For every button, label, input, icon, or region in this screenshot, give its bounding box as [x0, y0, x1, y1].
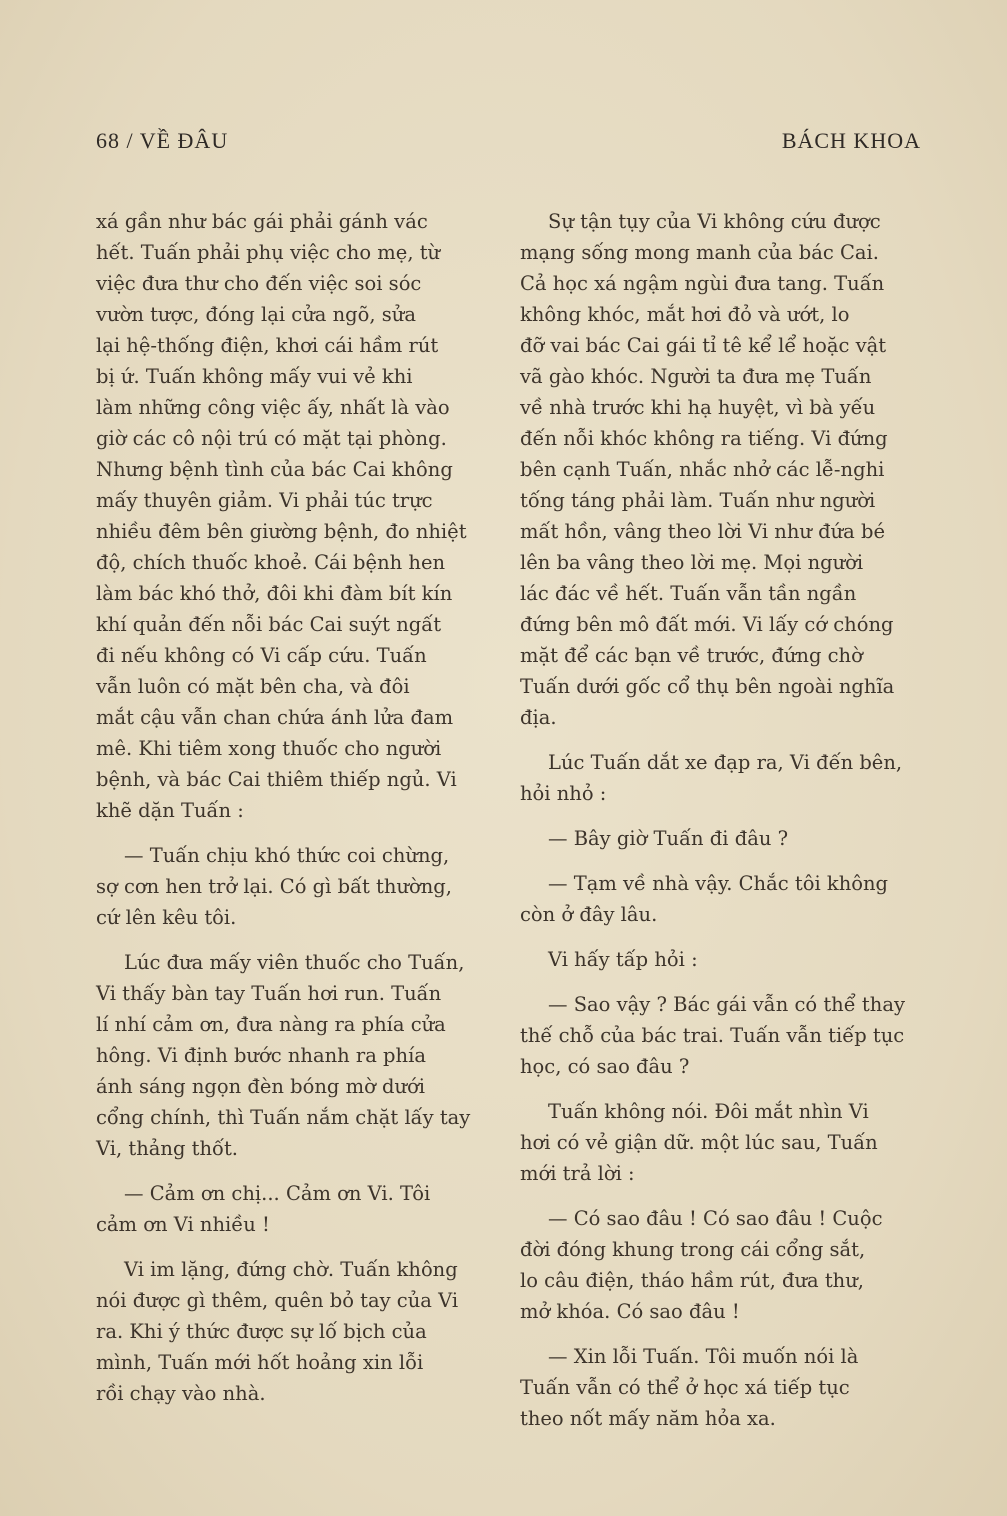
paragraph: [520, 868, 916, 930]
text-line: mắt cậu vẫn chan chứa ánh lửa đam: [96, 706, 454, 729]
text-line: mất hồn, vâng theo lời Vi như đứa bé: [520, 520, 886, 543]
text-line: ánh sáng ngọn đèn bóng mờ dưới: [96, 1075, 426, 1098]
paragraph: [520, 989, 916, 1082]
text-line: tống táng phải làm. Tuấn như người: [520, 489, 876, 512]
text-line: còn ở đây lâu.: [520, 903, 658, 926]
paragraph: [96, 840, 492, 933]
text-line: — Cảm ơn chị... Cảm ơn Vi. Tôi: [124, 1182, 431, 1205]
text-line: Lúc đưa mấy viên thuốc cho Tuấn,: [124, 951, 465, 974]
text-line: bị ứ. Tuấn không mấy vui vẻ khi: [96, 365, 413, 388]
text-line: Tuấn không nói. Đôi mắt nhìn Vi: [548, 1100, 869, 1123]
text-line: mở khóa. Có sao đâu !: [520, 1300, 740, 1323]
paragraph: [520, 1096, 916, 1189]
text-line: sợ cơn hen trở lại. Có gì bất thường,: [96, 875, 452, 898]
paragraph: [520, 823, 916, 854]
page-header: [96, 128, 921, 160]
text-line: Vi thấy bàn tay Tuấn hơi run. Tuấn: [96, 982, 442, 1005]
text-line: xá gần như bác gái phải gánh vác: [96, 210, 428, 233]
text-line: địa.: [520, 706, 557, 729]
text-line: bệnh, và bác Cai thiêm thiếp ngủ. Vi: [96, 768, 457, 791]
text-line: lên ba vâng theo lời mẹ. Mọi người: [520, 551, 864, 574]
text-line: nói được gì thêm, quên bỏ tay của Vi: [96, 1289, 459, 1312]
text-line: đến nỗi khóc không ra tiếng. Vi đứng: [520, 427, 888, 450]
text-line: không khóc, mắt hơi đỏ và ướt, lo: [520, 303, 850, 326]
text-line: mê. Khi tiêm xong thuốc cho người: [96, 737, 442, 760]
text-line: Tuấn vẫn có thể ở học xá tiếp tục: [520, 1376, 850, 1399]
paragraph: [520, 1341, 916, 1434]
text-line: mấy thuyên giảm. Vi phải túc trực: [96, 489, 433, 512]
text-line: hết. Tuấn phải phụ việc cho mẹ, từ: [96, 241, 441, 264]
text-line: Sự tận tụy của Vi không cứu được: [548, 210, 881, 233]
text-line: — Sao vậy ? Bác gái vẫn có thể thay: [548, 993, 905, 1016]
text-line: mặt để các bạn về trước, đứng chờ: [520, 644, 863, 667]
paragraph: [96, 206, 492, 826]
text-line: lại hệ-thống điện, khơi cái hầm rút: [96, 334, 439, 357]
text-line: nhiều đêm bên giường bệnh, đo nhiệt: [96, 520, 467, 543]
text-line: Lúc Tuấn dắt xe đạp ra, Vi đến bên,: [548, 751, 903, 774]
text-line: vã gào khóc. Người ta đưa mẹ Tuấn: [520, 365, 872, 388]
text-line: lí nhí cảm ơn, đưa nàng ra phía cửa: [96, 1013, 446, 1036]
page-number-title: 68 / VỀ ĐÂU: [96, 128, 229, 153]
text-line: giờ các cô nội trú có mặt tại phòng.: [96, 427, 447, 450]
text-line: cảm ơn Vi nhiều !: [96, 1213, 270, 1236]
left-text-column: [96, 206, 492, 1423]
text-line: vẫn luôn có mặt bên cha, và đôi: [96, 675, 410, 698]
text-line: hông. Vi định bước nhanh ra phía: [96, 1044, 426, 1067]
text-line: đời đóng khung trong cái cổng sắt,: [520, 1238, 866, 1261]
text-line: theo nốt mấy năm hỏa xa.: [520, 1407, 776, 1430]
text-line: vườn tược, đóng lại cửa ngõ, sửa: [96, 303, 416, 326]
text-line: hỏi nhỏ :: [520, 782, 607, 805]
text-line: — Có sao đâu ! Có sao đâu ! Cuộc: [548, 1207, 883, 1230]
text-line: thế chỗ của bác trai. Tuấn vẫn tiếp tục: [520, 1024, 905, 1047]
text-line: Nhưng bệnh tình của bác Cai không: [96, 458, 453, 481]
text-line: mình, Tuấn mới hốt hoảng xin lỗi: [96, 1351, 424, 1374]
text-line: đi nếu không có Vi cấp cứu. Tuấn: [96, 644, 427, 667]
paragraph: [96, 1254, 492, 1409]
paragraph: [520, 206, 916, 733]
text-line: khẽ dặn Tuấn :: [96, 799, 244, 822]
paragraph: [96, 947, 492, 1164]
magazine-name: BÁCH KHOA: [781, 128, 921, 153]
text-line: mạng sống mong manh của bác Cai.: [520, 241, 879, 264]
text-line: cổng chính, thì Tuấn nắm chặt lấy tay: [96, 1106, 471, 1129]
text-line: lác đác về hết. Tuấn vẫn tần ngần: [520, 582, 857, 605]
paragraph: [520, 944, 916, 975]
text-line: — Bây giờ Tuấn đi đâu ?: [548, 827, 789, 850]
text-line: — Tạm về nhà vậy. Chắc tôi không: [548, 872, 889, 895]
text-line: lo câu điện, tháo hầm rút, đưa thư,: [520, 1269, 864, 1292]
paragraph: [520, 1203, 916, 1327]
paragraph: [96, 1178, 492, 1240]
text-line: mới trả lời :: [520, 1162, 635, 1185]
text-line: cứ lên kêu tôi.: [96, 906, 237, 929]
text-line: Tuấn dưới gốc cổ thụ bên ngoài nghĩa: [520, 675, 895, 698]
text-line: khí quản đến nỗi bác Cai suýt ngất: [96, 613, 442, 636]
text-line: hơi có vẻ giận dữ. một lúc sau, Tuấn: [520, 1131, 878, 1154]
text-line: bên cạnh Tuấn, nhắc nhở các lễ-nghi: [520, 458, 885, 481]
text-line: học, có sao đâu ?: [520, 1055, 690, 1078]
right-text-column: [520, 206, 916, 1448]
text-line: Cả học xá ngậm ngùi đưa tang. Tuấn: [520, 272, 885, 295]
text-line: làm những công việc ấy, nhất là vào: [96, 396, 450, 419]
text-line: đỡ vai bác Cai gái tỉ tê kể lể hoặc vật: [520, 334, 887, 357]
text-line: Vi, thảng thốt.: [96, 1137, 238, 1160]
text-line: Vi im lặng, đứng chờ. Tuấn không: [124, 1258, 458, 1281]
text-line: đứng bên mô đất mới. Vi lấy cớ chóng: [520, 613, 894, 636]
text-line: về nhà trước khi hạ huyệt, vì bà yếu: [520, 396, 876, 419]
text-line: ra. Khi ý thức được sự lố bịch của: [96, 1320, 427, 1343]
text-line: làm bác khó thở, đôi khi đàm bít kín: [96, 582, 453, 605]
text-line: độ, chích thuốc khoẻ. Cái bệnh hen: [96, 551, 446, 574]
text-line: Vi hấy tấp hỏi :: [548, 948, 698, 971]
text-line: rồi chạy vào nhà.: [96, 1382, 266, 1405]
text-line: — Xin lỗi Tuấn. Tôi muốn nói là: [548, 1345, 859, 1368]
paragraph: [520, 747, 916, 809]
text-line: việc đưa thư cho đến việc soi sóc: [96, 272, 422, 295]
text-line: — Tuấn chịu khó thức coi chừng,: [124, 844, 450, 867]
